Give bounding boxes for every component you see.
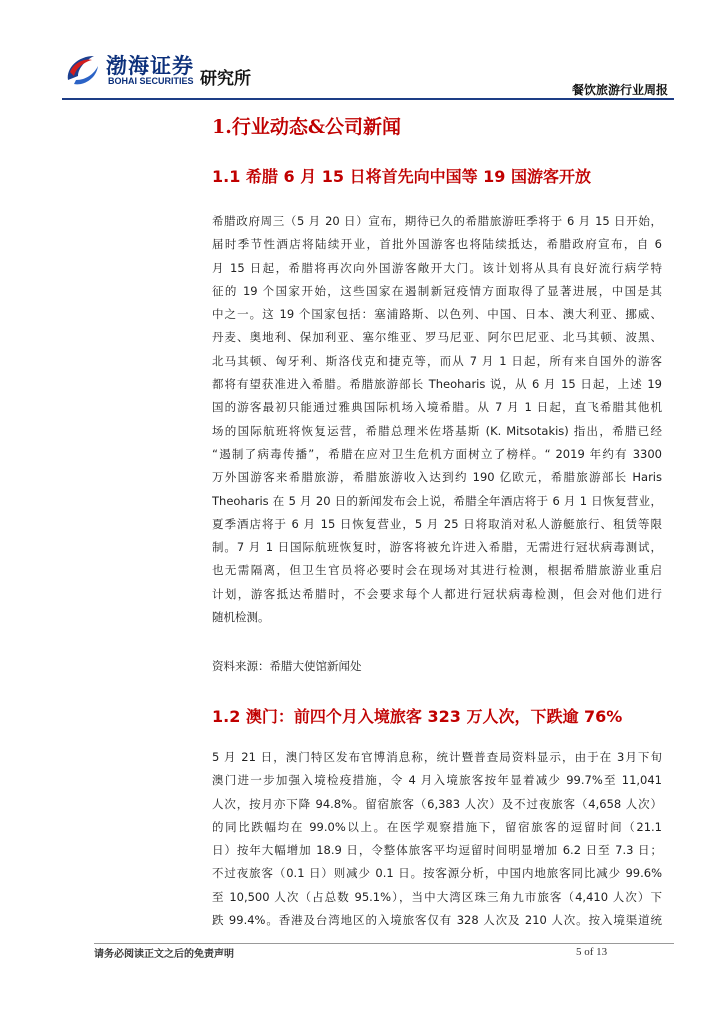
text-line: 跌 99.4%。香港及台湾地区的入境旅客仅有 328 人次及 210 人次。按入境渠道统 <box>212 913 662 928</box>
text-line: 至 10,500 人次（占总数 95.1%），当中大湾区珠三角九市旅客（4,410 人次）下 <box>212 889 662 904</box>
bohai-logo-icon <box>64 50 100 88</box>
text-line: 计划，游客抵达希腊时，不会要求每个人都进行冠状病毒检测，但会对他们进行 <box>212 586 662 601</box>
report-name: 餐饮旅游行业周报 <box>571 83 668 97</box>
text-line: 征的 19 个国家开始，这些国家在遏制新冠疫情方面取得了显著进展，中国是其 <box>212 283 662 298</box>
text-line: 丹麦、奥地利、保加利亚、塞尔维亚、罗马尼亚、阿尔巴尼亚、北马其顿、波黑、 <box>212 330 662 345</box>
footer-divider <box>94 943 674 944</box>
text-line: 夏季酒店将于 6 月 15 日恢复营业，5 月 25 日将取消对私人游艇旅行、租赁等限 <box>212 516 662 531</box>
text-line: 中之一。这 19 个国家包括：塞浦路斯、以色列、中国、日本、澳大利亚、挪威、 <box>212 307 662 322</box>
page-number: 5 of 13 <box>576 946 608 958</box>
page-header <box>0 0 724 100</box>
text-line: Theoharis 在 5 月 20 日的新闻发布会上说，希腊全年酒店将于 6 月 1 日恢复营业， <box>212 493 662 508</box>
text-line: 不过夜旅客（0.1 日）则减少 0.1 日。按客源分析，中国内地旅客同比减少 99.6% <box>212 866 662 881</box>
text-line: 届时季节性酒店将陆续开业，首批外国游客也将陆续抵达，希腊政府宣布，自 6 <box>212 237 662 252</box>
text-line: 随机检测。 <box>212 610 270 625</box>
text-line: “遏制了病毒传播”，希腊在应对卫生危机方面树立了榜样。“ 2019 年约有 3300 <box>212 446 662 461</box>
text-line: 5 月 21 日，澳门特区发布官博消息称，统计暨普查局资料显示，由于在 3月下旬 <box>212 750 662 764</box>
text-line: 人次，按月亦下降 94.8%。留宿旅客（6,383 人次）及不过夜旅客（4,658 人次） <box>212 796 662 811</box>
header-divider <box>62 98 674 100</box>
text-line: 制。7 月 1 日国际航班恢复时，游客将被允许进入希腊，无需进行冠状病毒测试， <box>212 540 662 555</box>
paragraph-macau <box>212 746 662 932</box>
source-note: 资料来源：希腊大使馆新闻处 <box>212 659 362 673</box>
section-heading: 1.行业动态&公司新闻 <box>212 116 401 138</box>
subsection-heading-greece: 1.1 希腊 6 月 15 日将首先向中国等 19 国游客开放 <box>212 167 592 186</box>
footer-disclaimer: 请务必阅读正文之后的免责声明 <box>94 949 234 960</box>
logo-english-name: BOHAI SECURITIES <box>108 76 194 86</box>
text-line: 万外国游客来希腊旅游，希腊旅游收入达到约 190 亿欧元，希腊旅游部长 Haris <box>212 470 662 485</box>
text-line: 澳门进一步加强入境检疫措施，令 4 月入境旅客按年显着减少 99.7%至 11,041 <box>212 773 662 788</box>
text-line: 月 15 日起，希腊将再次向外国游客敞开大门。该计划将从具有良好流行病学特 <box>212 260 662 275</box>
text-line: 都将有望获准进入希腊。希腊旅游部长 Theoharis 说，从 6 月 15 日起，上述 19 <box>212 377 662 392</box>
text-line: 日）按年大幅增加 18.9 日，令整体旅客平均逗留时间明显增加 6.2 日至 7.3 日； <box>212 843 662 858</box>
text-line: 场的国际航班将恢复运营，希腊总理米佐塔基斯 (K. Mitsotakis) 指出，希腊已经 <box>212 423 662 438</box>
text-line: 北马其顿、匈牙利、斯洛伐克和捷克等，而从 7 月 1 日起，所有来自国外的游客 <box>212 353 662 368</box>
text-line: 希腊政府周三（5 月 20 日）宣布，期待已久的希腊旅游旺季将于 6 月 15 日开始， <box>212 214 662 228</box>
logo-chinese-name: 渤海证券 <box>106 53 194 78</box>
subsection-heading-macau: 1.2 澳门：前四个月入境旅客 323 万人次，下跌逾 76% <box>212 707 623 726</box>
text-line: 的同比跌幅均在 99.0%以上。在医学观察措施下，留宿旅客的逗留时间（21.1 <box>212 819 662 834</box>
text-line: 国的游客最初只能通过雅典国际机场入境希腊。从 7 月 1 日起，直飞希腊其他机 <box>212 400 662 415</box>
research-dept-label: 研究所 <box>200 69 251 89</box>
text-line: 也无需隔离，但卫生官员将必要时会在现场对其进行检测，根据希腊旅游业重启 <box>212 563 662 578</box>
paragraph-greece <box>212 210 662 629</box>
